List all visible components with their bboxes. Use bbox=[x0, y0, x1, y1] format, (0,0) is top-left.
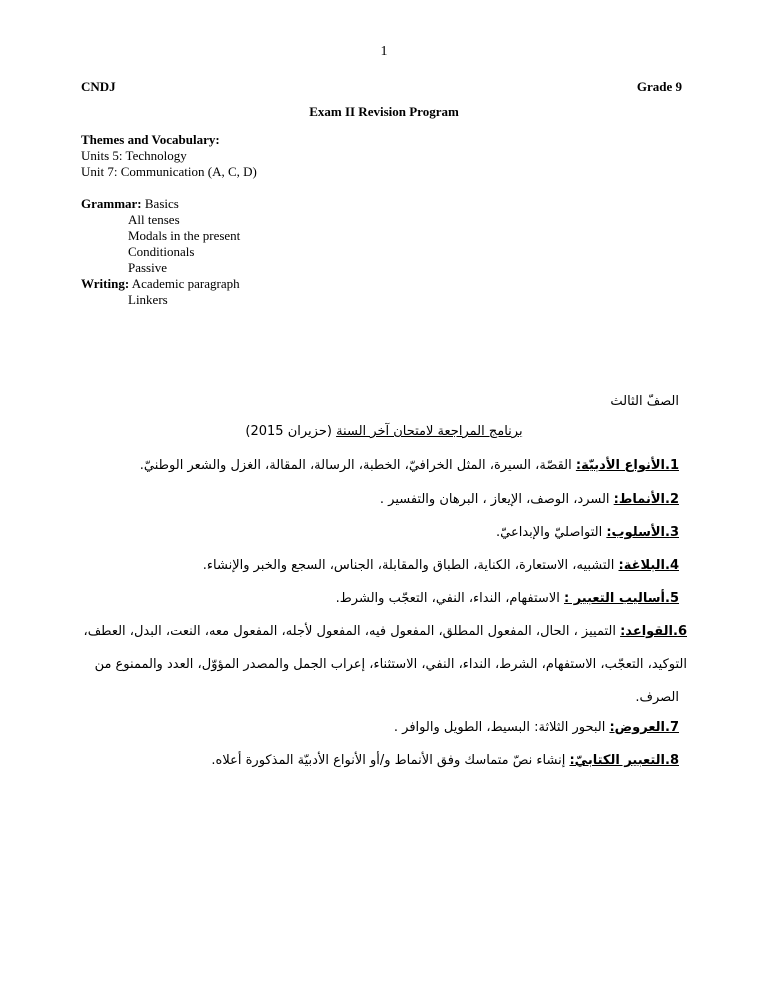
list-item: 6.القواعد: التمييز ، الحال، المفعول المطلق، المفعول فيه، المفعول لأجله، المفعول معه، النعت، البدل، العطف، bbox=[83, 624, 687, 639]
arabic-title bbox=[0, 424, 768, 439]
grade-label: Grade 9 bbox=[636, 79, 682, 94]
school-code: CNDJ bbox=[81, 79, 116, 94]
list-item: 4.البلاغة: التشبيه، الاستعارة، الكناية، الطباق والمقابلة، الجناس، السجع والخبر والإنشاء. bbox=[202, 558, 679, 573]
writing-item: Linkers bbox=[128, 292, 168, 307]
list-item: 7.العروض: البحور الثلاثة: البسيط، الطويل والوافر . bbox=[393, 720, 679, 735]
list-item-continuation: الصرف. bbox=[635, 690, 679, 705]
themes-line: Unit 7: Communication (A, C, D) bbox=[81, 164, 257, 179]
themes-label: Themes and Vocabulary: bbox=[81, 132, 220, 147]
arabic-grade: الصفّ الثالث bbox=[610, 394, 679, 409]
grammar-label: Grammar: bbox=[81, 196, 142, 211]
arabic-title-date: (حزيران 2015) bbox=[245, 424, 337, 439]
list-item: 3.الأسلوب: التواصليّ والإبداعيّ. bbox=[496, 525, 679, 540]
grammar-item: Modals in the present bbox=[128, 228, 241, 243]
grammar-item: Passive bbox=[128, 260, 167, 275]
list-item: 5.أساليب التعبير : الاستفهام، النداء، النفي، التعجّب والشرط. bbox=[335, 591, 679, 606]
list-item-continuation: التوكيد، التعجّب، الاستفهام، الشرط، النداء، النفي، الاستثناء، إعراب الجمل والمصدر المؤوّل، العدد والممنوع من bbox=[94, 657, 687, 672]
themes-section bbox=[81, 132, 257, 180]
page-number: 1 bbox=[380, 44, 388, 59]
list-item: 8.التعبير الكتابيّ: إنشاء نصّ متماسك وفق الأنماط و/أو الأنواع الأدبيّة المذكورة أعلاه. bbox=[211, 753, 679, 768]
list-item: 2.الأنماط: السرد، الوصف، الإيعاز ، البرهان والتفسير . bbox=[379, 492, 679, 507]
document-title: Exam II Revision Program bbox=[309, 104, 459, 119]
grammar-item: Basics bbox=[144, 196, 179, 211]
grammar-item: Conditionals bbox=[128, 244, 195, 259]
themes-line: Units 5: Technology bbox=[81, 148, 187, 163]
grammar-section bbox=[81, 196, 240, 308]
grammar-item: All tenses bbox=[128, 212, 180, 227]
writing-label: Writing: bbox=[81, 276, 130, 291]
arabic-topic-list bbox=[79, 458, 687, 768]
arabic-title-main: برنامج المراجعة لامتحان آخر السنة bbox=[336, 424, 523, 439]
writing-item: Academic paragraph bbox=[131, 276, 240, 291]
list-item: 1.الأنواع الأدبيّة: القصّة، السيرة، المثل الخرافيّ، الخطبة، الرسالة، المقالة، الغزل والشعر الوطنيّ. bbox=[139, 458, 679, 473]
